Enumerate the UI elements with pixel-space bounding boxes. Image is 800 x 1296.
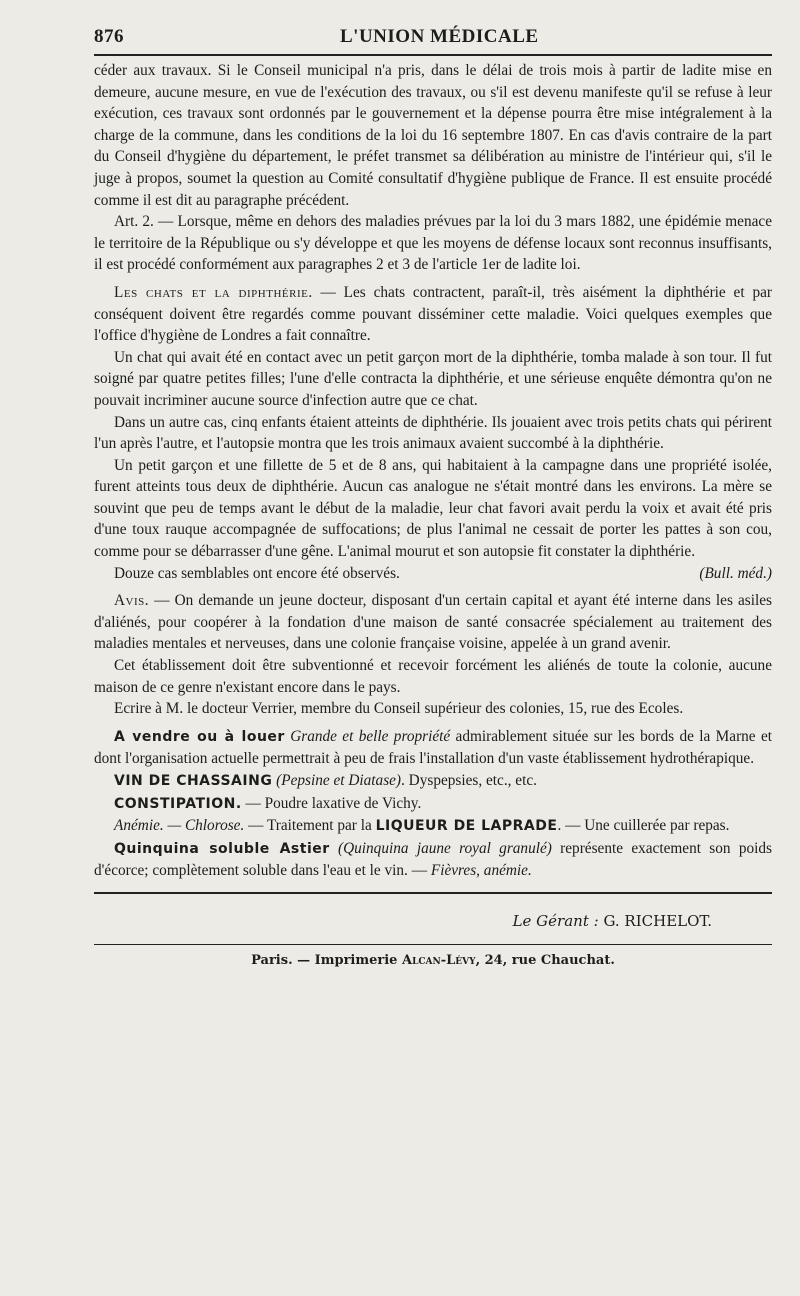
paragraph-cats: [94, 282, 772, 347]
page-header: [94, 26, 772, 48]
ad-laprade: [94, 815, 772, 838]
ad-headline: A vendre ou à louer: [114, 728, 285, 745]
ad-subtitle: Grande et belle propriété: [290, 727, 451, 745]
paragraph-avis: [94, 590, 772, 655]
ad-tagline: Fièvres, anémie.: [430, 862, 532, 880]
ad-subtitle: (Pepsine et Diatase): [276, 772, 402, 789]
ad-property: [94, 726, 772, 770]
ad-headline: CONSTIPATION.: [114, 795, 242, 812]
header-rule: [94, 54, 772, 56]
paragraph: Dans un autre cas, cinq enfants étaient atteints de diphthérie. Ils jouaient avec trois petits chats qui périrent l'un après l'autre, et l'autopsie montra que les trois animaux avaient succombé à la diphthérie.: [94, 413, 772, 453]
paragraph: Art. 2. — Lorsque, même en dehors des maladies prévues par la loi du 3 mars 1882, une épidémie menace le territoire de la République ou s'y développe et que les moyens de défense locaux sont reconnus insuffisants, il est procédé conformément aux paragraphes 2 et 3 de l'article 1er de ladite loi.: [94, 213, 772, 274]
article-body: [94, 60, 772, 882]
page-number: 876: [94, 26, 124, 47]
gerant-line: [94, 912, 772, 930]
printer-city: Paris. — Imprimerie: [251, 952, 398, 968]
paragraph: Un chat qui avait été en contact avec un petit garçon mort de la diphthérie, tomba malade à son tour. Il fut soigné par quatre petites filles; l'une d'elle contracta la diphthérie, et une sérieuse enquête démontra qu'on ne pouvait incriminer aucune source d'infection autre que ce chat.: [94, 348, 772, 409]
printer-line: [94, 953, 772, 968]
paragraph-text: — Les chats contractent, paraît-il, très aisément la diphthérie et par conséquent doivent être regardés comme pouvant disséminer cette maladie. Voici quelques exemples que l'office d'hygiène de Londres a fait connaître.: [94, 283, 772, 345]
ad-wine: [94, 770, 772, 793]
ad-text: . Dyspepsies, etc., etc.: [401, 772, 537, 789]
paragraph: Un petit garçon et une fillette de 5 et de 8 ans, qui habitaient à la campagne dans une propriété isolée, furent atteints tous deux de diphthérie. Aucun cas analogue ne s'était montré dans les environs. La mère se souvint que peu de temps avant le début de la maladie, leur chat favori avait perdu la voix et avait été pris d'une toux rauque accompagnée de suffocations; de plus l'animal ne cessait de porter les pattes à son cou, comme pour se débarrasser d'une gêne. L'animal mourut et son autopsie fit constater la diphthérie.: [94, 456, 772, 561]
ad-subtitle: Anémie. — Chlorose.: [114, 817, 245, 835]
ad-text: — Poudre laxative de Vichy.: [241, 794, 422, 812]
journal-title: L'UNION MÉDICALE: [340, 26, 539, 47]
ad-text: . — Une cuillerée par repas.: [557, 817, 730, 835]
footer-rule-thin: [94, 944, 772, 945]
paragraph: Cet établissement doit être subventionné et recevoir forcément les aliénés de toute la colonie, aucune maison de ce genre n'existant encore dans le pays.: [94, 657, 772, 696]
paragraph-text: Douze cas semblables ont encore été observés.: [114, 564, 400, 582]
ad-headline: VIN DE CHASSAING: [114, 773, 273, 789]
section-heading: Avis.: [114, 592, 150, 610]
ad-constipation: [94, 793, 772, 816]
printer-name: Alcan-Lévy: [401, 952, 476, 968]
gerant-label: Le Gérant :: [512, 911, 599, 930]
printer-address: , 24, rue Chauchat.: [475, 952, 615, 968]
footer-rule: [94, 892, 772, 894]
section-heading: Les chats et la diphthérie.: [114, 283, 313, 301]
ad-text: — Traitement par la: [244, 817, 376, 835]
paragraph-text: — On demande un jeune docteur, disposant d'un certain capital et ayant été interne dans les asiles d'aliénés, pour coopérer à la fondation d'une maison de santé consacrée spécialement au traitement des maladies mentales et nerveuses, dans une colonie française voisine, appelée à un grand avenir.: [94, 592, 772, 653]
ad-text: représente exactement son poids d'écorce; complètement soluble dans l'eau et le vin. —: [94, 839, 773, 880]
source-citation: (Bull. méd.): [699, 564, 772, 582]
ad-quinquina: [94, 838, 772, 882]
paragraph-with-source: [94, 563, 772, 585]
paragraph: Ecrire à M. le docteur Verrier, membre du Conseil supérieur des colonies, 15, rue des Ecoles.: [114, 700, 684, 718]
ad-headline: Quinquina soluble Astier: [114, 840, 330, 857]
gerant-name: G. RICHELOT.: [603, 911, 712, 930]
ad-subtitle: (Quinquina jaune royal granulé): [337, 839, 552, 857]
ad-text: admirablement située sur les bords de la Marne et dont l'organisation actuelle permettrait à peu de frais l'installation d'un vaste établissement hydrothérapique.: [94, 727, 773, 768]
ad-headline: LIQUEUR DE LAPRADE: [375, 818, 558, 835]
paragraph: céder aux travaux. Si le Conseil municipal n'a pris, dans le délai de trois mois à partir de ladite mise en demeure, aucune mesure, en vue de l'exécution des travaux, ou s'il est devenu manifeste qu'il se refuse à leur exécution, ces travaux sont ordonnés par le gouvernement et la dépense pourra être mise intégralement à la charge de la commune, dans les conditions de la loi du 16 septembre 1807. En cas d'avis contraire de la part du Conseil d'hygiène du département, le préfet transmet sa délibération au ministre de l'intérieur qui, s'il le juge à propos, soumet la question au Comité consultatif d'hygiène publique de France. Il est ensuite procédé comme il est dit au paragraphe précédent.: [94, 62, 772, 209]
